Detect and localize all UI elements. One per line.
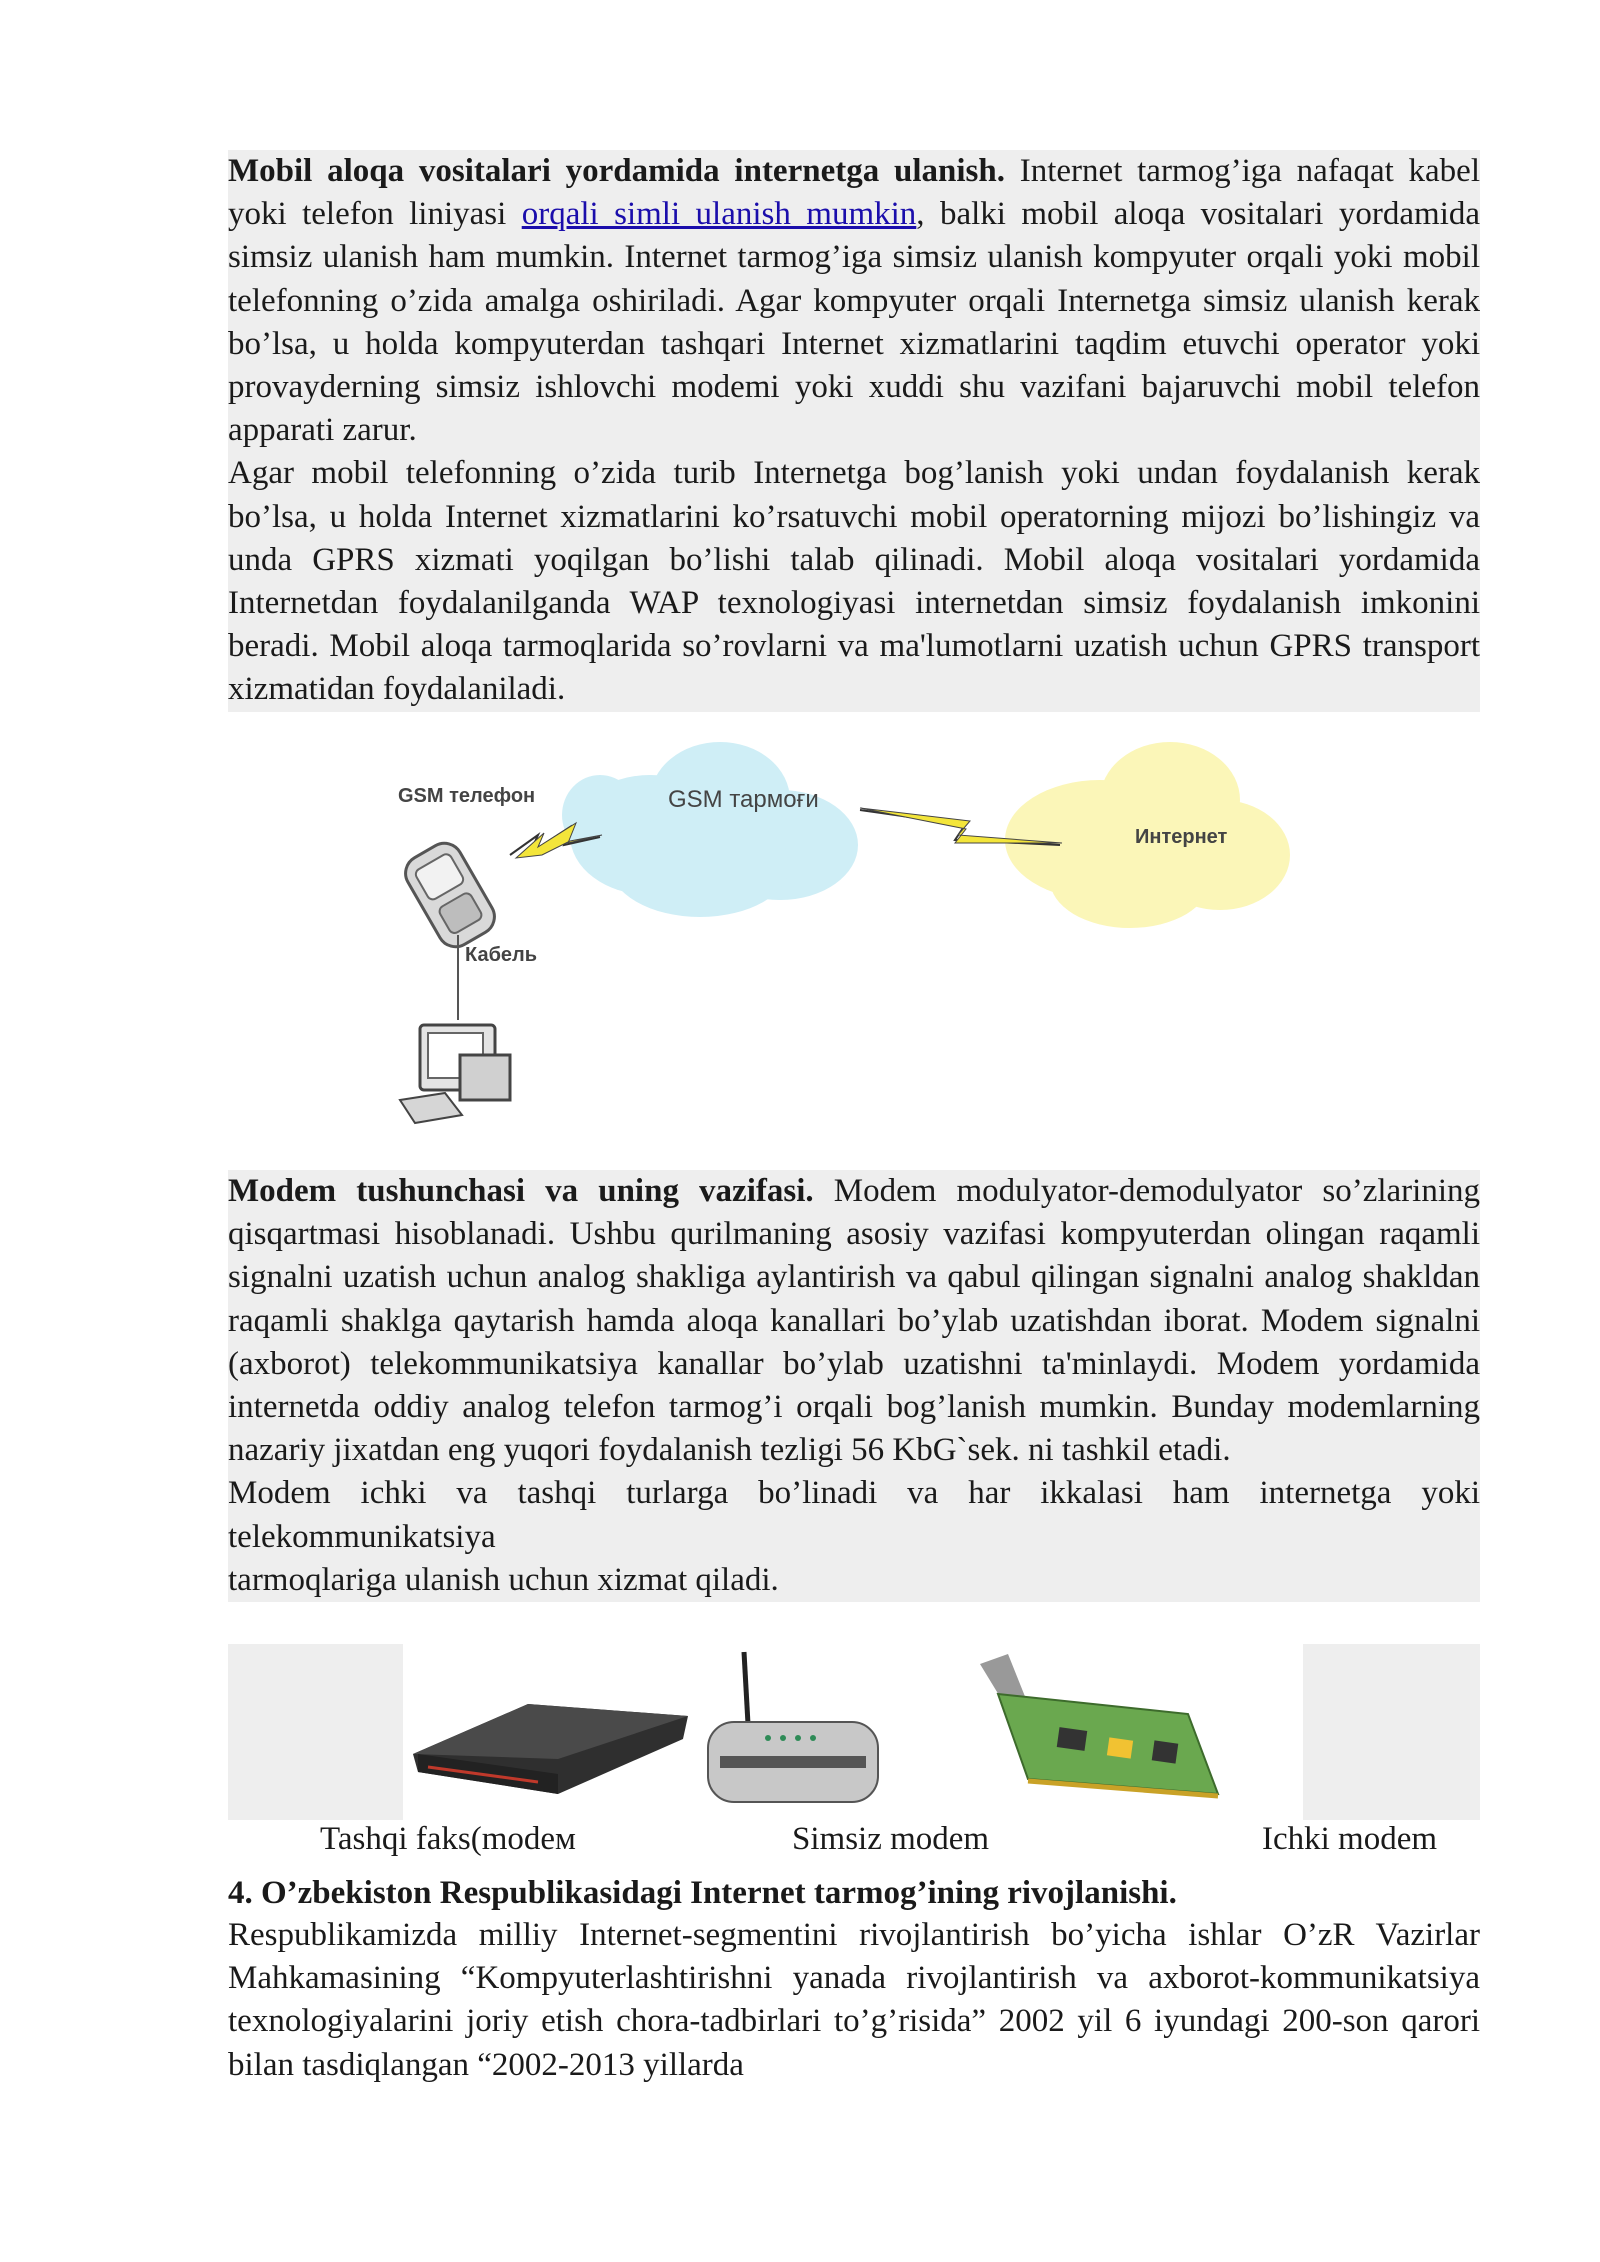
internet-development-heading: 4. O’zbekiston Respublikasidagi Internet tarmog’ining rivojlanishi. — [228, 1875, 1177, 1911]
modem-types-line1: Modem ichki va tashqi turlarga bo’linadi va har ikkalasi ham internetga yoki telekommunikatsiya — [228, 1475, 1480, 1555]
mobile-internet-title: Mobil aloqa vositalari yordamida internetga ulanish. — [228, 153, 1005, 189]
cable-label: Кабель — [465, 944, 538, 966]
gsm-cloud-label: GSM тармоғи — [668, 786, 819, 813]
computer-icon — [400, 1025, 510, 1123]
section-mobile-internet — [228, 150, 1480, 712]
simli-ulanish-link[interactable]: orqali simli ulanish mumkin — [521, 196, 917, 233]
modem-types-line2: tarmoqlariga ulanish uchun xizmat qiladi. — [228, 1561, 779, 1598]
mobile-phone-icon — [399, 837, 501, 954]
modem-paragraph — [228, 1170, 1480, 1472]
section-internet-development — [228, 1914, 1480, 2087]
mobile-text-1: Internet tarmog’iga nafaqat kabel yoki telefon liniyasi — [228, 153, 1481, 233]
modem-images-strip — [228, 1644, 1480, 1820]
section-modem — [228, 1170, 1480, 1602]
gsm-network-diagram — [380, 715, 1320, 1135]
modem-text: Modem modulyator-demodulyator so’zlarining qisqartmasi hisoblanadi. Ushbu qurilmaning asosiy vazifasi kompyuterdan olingan raqamli signalni uzatish uchun analog shakliga aylantirish va qabul qilingan signalni analog shakldan raqamli shaklga qaytarish hamda aloqa kanallari bo’ylab uzatishdan iborat. Modem signalni (axborot) telekommunikatsiya kanallar bo’ylab uzatishni ta'minlaydi. Modem yordamida internetda oddiy analog telefon tarmog’i orqali bog’lanish mumkin. Bunday modemlarning nazariy jixatdan eng yuqori foydalanish tezligi 56 KbG`sek. ni tashkil etadi. — [228, 1173, 1480, 1469]
caption-external-modem: Tashqi faks(modeм — [320, 1821, 576, 1857]
caption-wireless-modem: Simsiz modem — [792, 1821, 990, 1857]
modem-title: Modem tushunchasi va uning vazifasi. — [228, 1173, 814, 1209]
mobile-internet-paragraph — [228, 150, 1480, 452]
caption-internal-modem: Ichki modem — [1262, 1821, 1438, 1857]
internet-label: Интернет — [1135, 826, 1228, 848]
phone-label: GSM телефон — [398, 785, 536, 807]
gsm-cloud — [562, 742, 858, 917]
internet-development-paragraph: Respublikamizda milliy Internet-segmentini rivojlantirish bo’yicha ishlar O’zR Vazirlar Mahkamasining “Kompyuterlashtirishni yanada rivojlantirish va axborot-kommunikatsiya texnologiyalarini joriy etish chora-tadbirlari to’g’risida” 2002 yil 6 iyundagi 200-son qarori bilan tasdiqlangan “2002-2013 yillarda — [228, 1917, 1480, 2083]
gprs-paragraph: Agar mobil telefonning o’zida turib Internetga bog’lanish yoki undan foydalanish kerak bo’lsa, u holda Internet xizmatlarini ko’rsatuvchi mobil operatorning mijozi bo’lishingiz va unda GPRS xizmati yoqilgan bo’lishi talab qilinadi. Mobil aloqa vositalari yordamida Internetdan foydalanilganda WAP texnologiyasi internetdan simsiz foydalanish imkonini beradi. Mobil aloqa tarmoqlarida so’rovlarni va ma'lumotlarni uzatish uchun GPRS transport xizmatidan foydalaniladi. — [228, 455, 1480, 708]
mobile-text-2: , balki mobil aloqa vositalari yordamida simsiz ulanish ham mumkin. Internet tarmog’iga simsiz ulanish kompyuter orqali yoki mobil telefonning o’zida amalga oshiriladi. Agar kompyuter orqali Internetga simsiz ulanish kerak bo’lsa, u holda kompyuterdan tashqari Internet xizmatlarini taqdim etuvchi operator yoki provayderning simsiz ishlovchi modemi yoki xuddi shu vazifani bajaruvchi mobil telefon apparati zarur. — [228, 196, 1481, 449]
